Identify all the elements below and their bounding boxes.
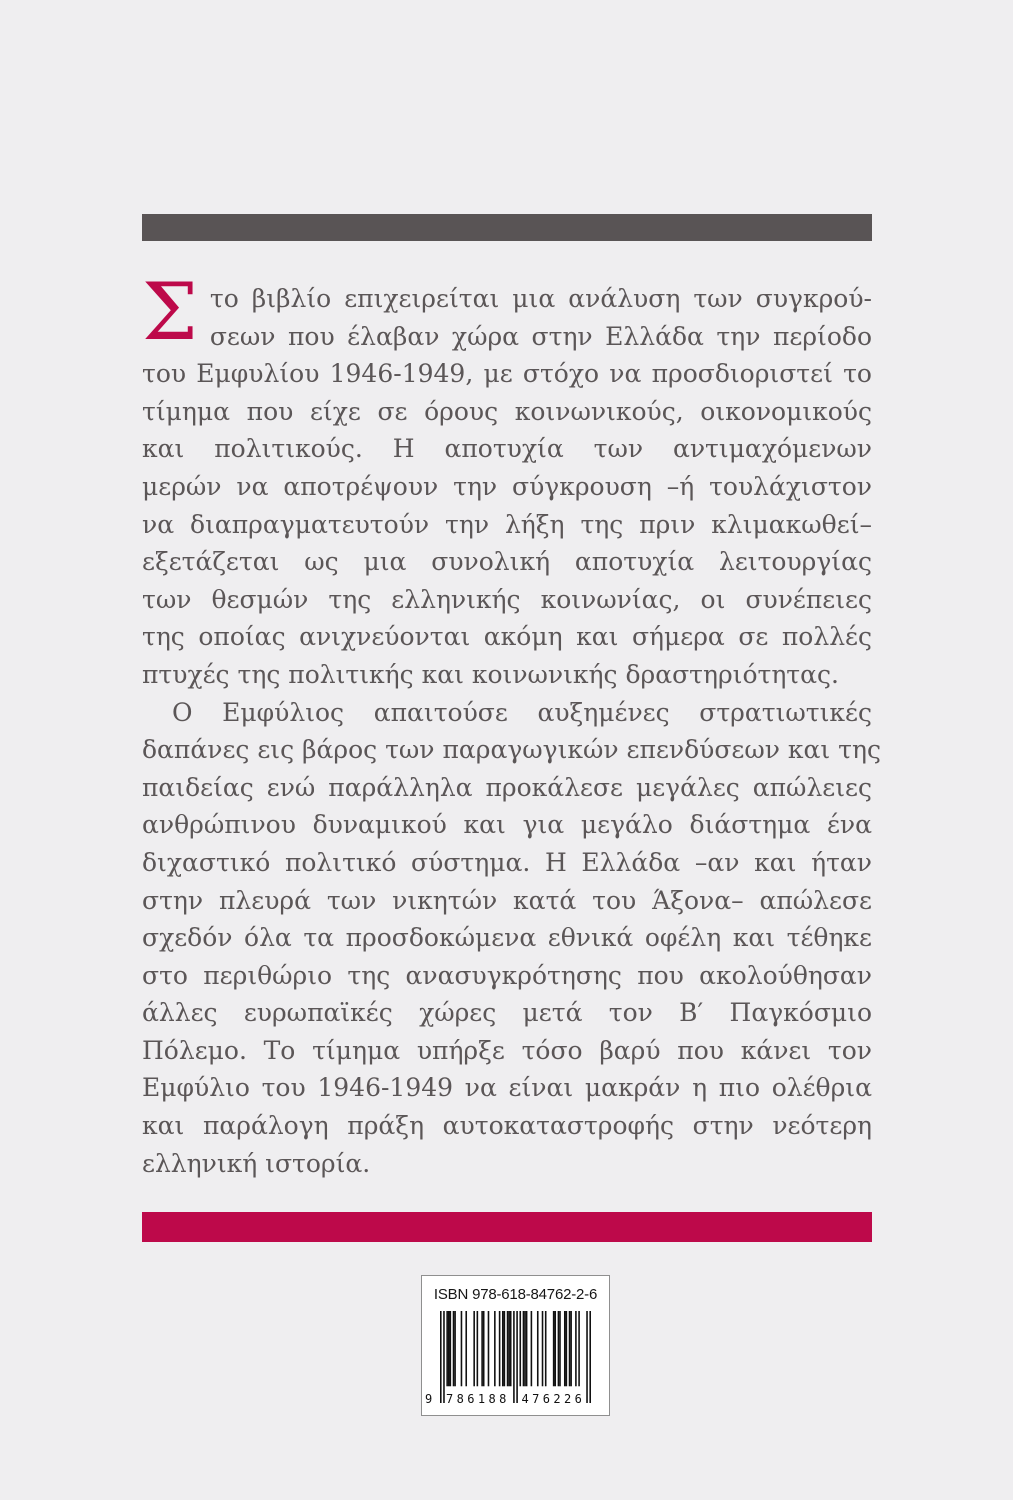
blurb-line: πτυχές της πολιτικής και κοινωνικής δραστηριότητας. bbox=[142, 659, 839, 689]
blurb-line: μερών να αποτρέψουν την σύγκρουση –ή τουλάχιστον bbox=[142, 471, 872, 501]
blurb-line: στην πλευρά των νικητών κατά του Άξονα– απώλεσε bbox=[142, 885, 872, 915]
blurb-line: σεων που έλαβαν χώρα στην Ελλάδα την περίοδο bbox=[209, 321, 872, 351]
blurb-line: ελληνική ιστορία. bbox=[142, 1148, 371, 1178]
blurb-line: του Εμφυλίου 1946-1949, με στόχο να προσδιοριστεί το bbox=[142, 359, 872, 389]
blurb-line: δαπάνες εις βάρος των παραγωγικών επενδύσεων και της bbox=[142, 735, 881, 765]
ean-digit-first: 9 bbox=[425, 1392, 433, 1406]
bottom-accent-bar bbox=[142, 1212, 872, 1242]
blurb-line: Εμφύλιο του 1946-1949 να είναι μακράν η πιο ολέθρια bbox=[142, 1073, 872, 1103]
blurb-line: στο περιθώριο της ανασυγκρότησης που ακολούθησαν bbox=[142, 960, 872, 990]
isbn-label: ISBN 978-618-84762-2-6 bbox=[433, 1286, 598, 1303]
blurb-line: άλλες ευρωπαϊκές χώρες μετά τον Β′ Παγκόσμιο bbox=[142, 998, 872, 1028]
drop-cap: Σ bbox=[142, 266, 198, 358]
ean-digits-right-group: 476226 bbox=[521, 1392, 586, 1406]
barcode-bars bbox=[440, 1311, 591, 1403]
blurb-line: των θεσμών της ελληνικής κοινωνίας, οι συνέπειες bbox=[142, 584, 872, 614]
blurb-line: και πολιτικούς. Η αποτυχία των αντιμαχόμενων bbox=[142, 434, 872, 464]
blurb-line: Πόλεμο. Το τίμημα υπήρξε τόσο βαρύ που κάνει τον bbox=[142, 1035, 872, 1065]
ean-barcode bbox=[425, 1311, 591, 1406]
blurb-line: διχαστικό πολιτικό σύστημα. Η Ελλάδα –αν και ήταν bbox=[142, 847, 872, 877]
blurb-line: Ο Εμφύλιος απαιτούσε αυξημένες στρατιωτικές bbox=[172, 697, 872, 727]
blurb-line: σχεδόν όλα τα προσδοκώμενα εθνικά οφέλη και τέθηκε bbox=[142, 923, 872, 953]
blurb-line: Στο βιβλίο επιχειρείται μια ανάλυση των συγκρού- bbox=[142, 266, 872, 358]
blurb-line: τίμημα που είχε σε όρους κοινωνικούς, οικονομικούς bbox=[142, 396, 872, 426]
blurb-line: εξετάζεται ως μια συνολική αποτυχία λειτουργίας bbox=[142, 547, 872, 577]
blurb-line: να διαπραγματευτούν την λήξη της πριν κλιμακωθεί– bbox=[142, 509, 872, 539]
blurb-line: παιδείας ενώ παράλληλα προκάλεσε μεγάλες απώλειες bbox=[142, 772, 872, 802]
back-cover-blurb bbox=[142, 266, 881, 1182]
isbn-barcode-box bbox=[421, 1275, 610, 1416]
blurb-line: και παράλογη πράξη αυτοκαταστροφής στην νεότερη bbox=[142, 1111, 872, 1141]
top-rule-bar bbox=[142, 214, 872, 241]
blurb-line: ανθρώπινου δυναμικού και για μεγάλο διάστημα ένα bbox=[142, 810, 872, 840]
blurb-line: της οποίας ανιχνεύονται ακόμη και σήμερα σε πολλές bbox=[142, 622, 872, 652]
ean-digits-left-group: 786188 bbox=[446, 1392, 510, 1406]
